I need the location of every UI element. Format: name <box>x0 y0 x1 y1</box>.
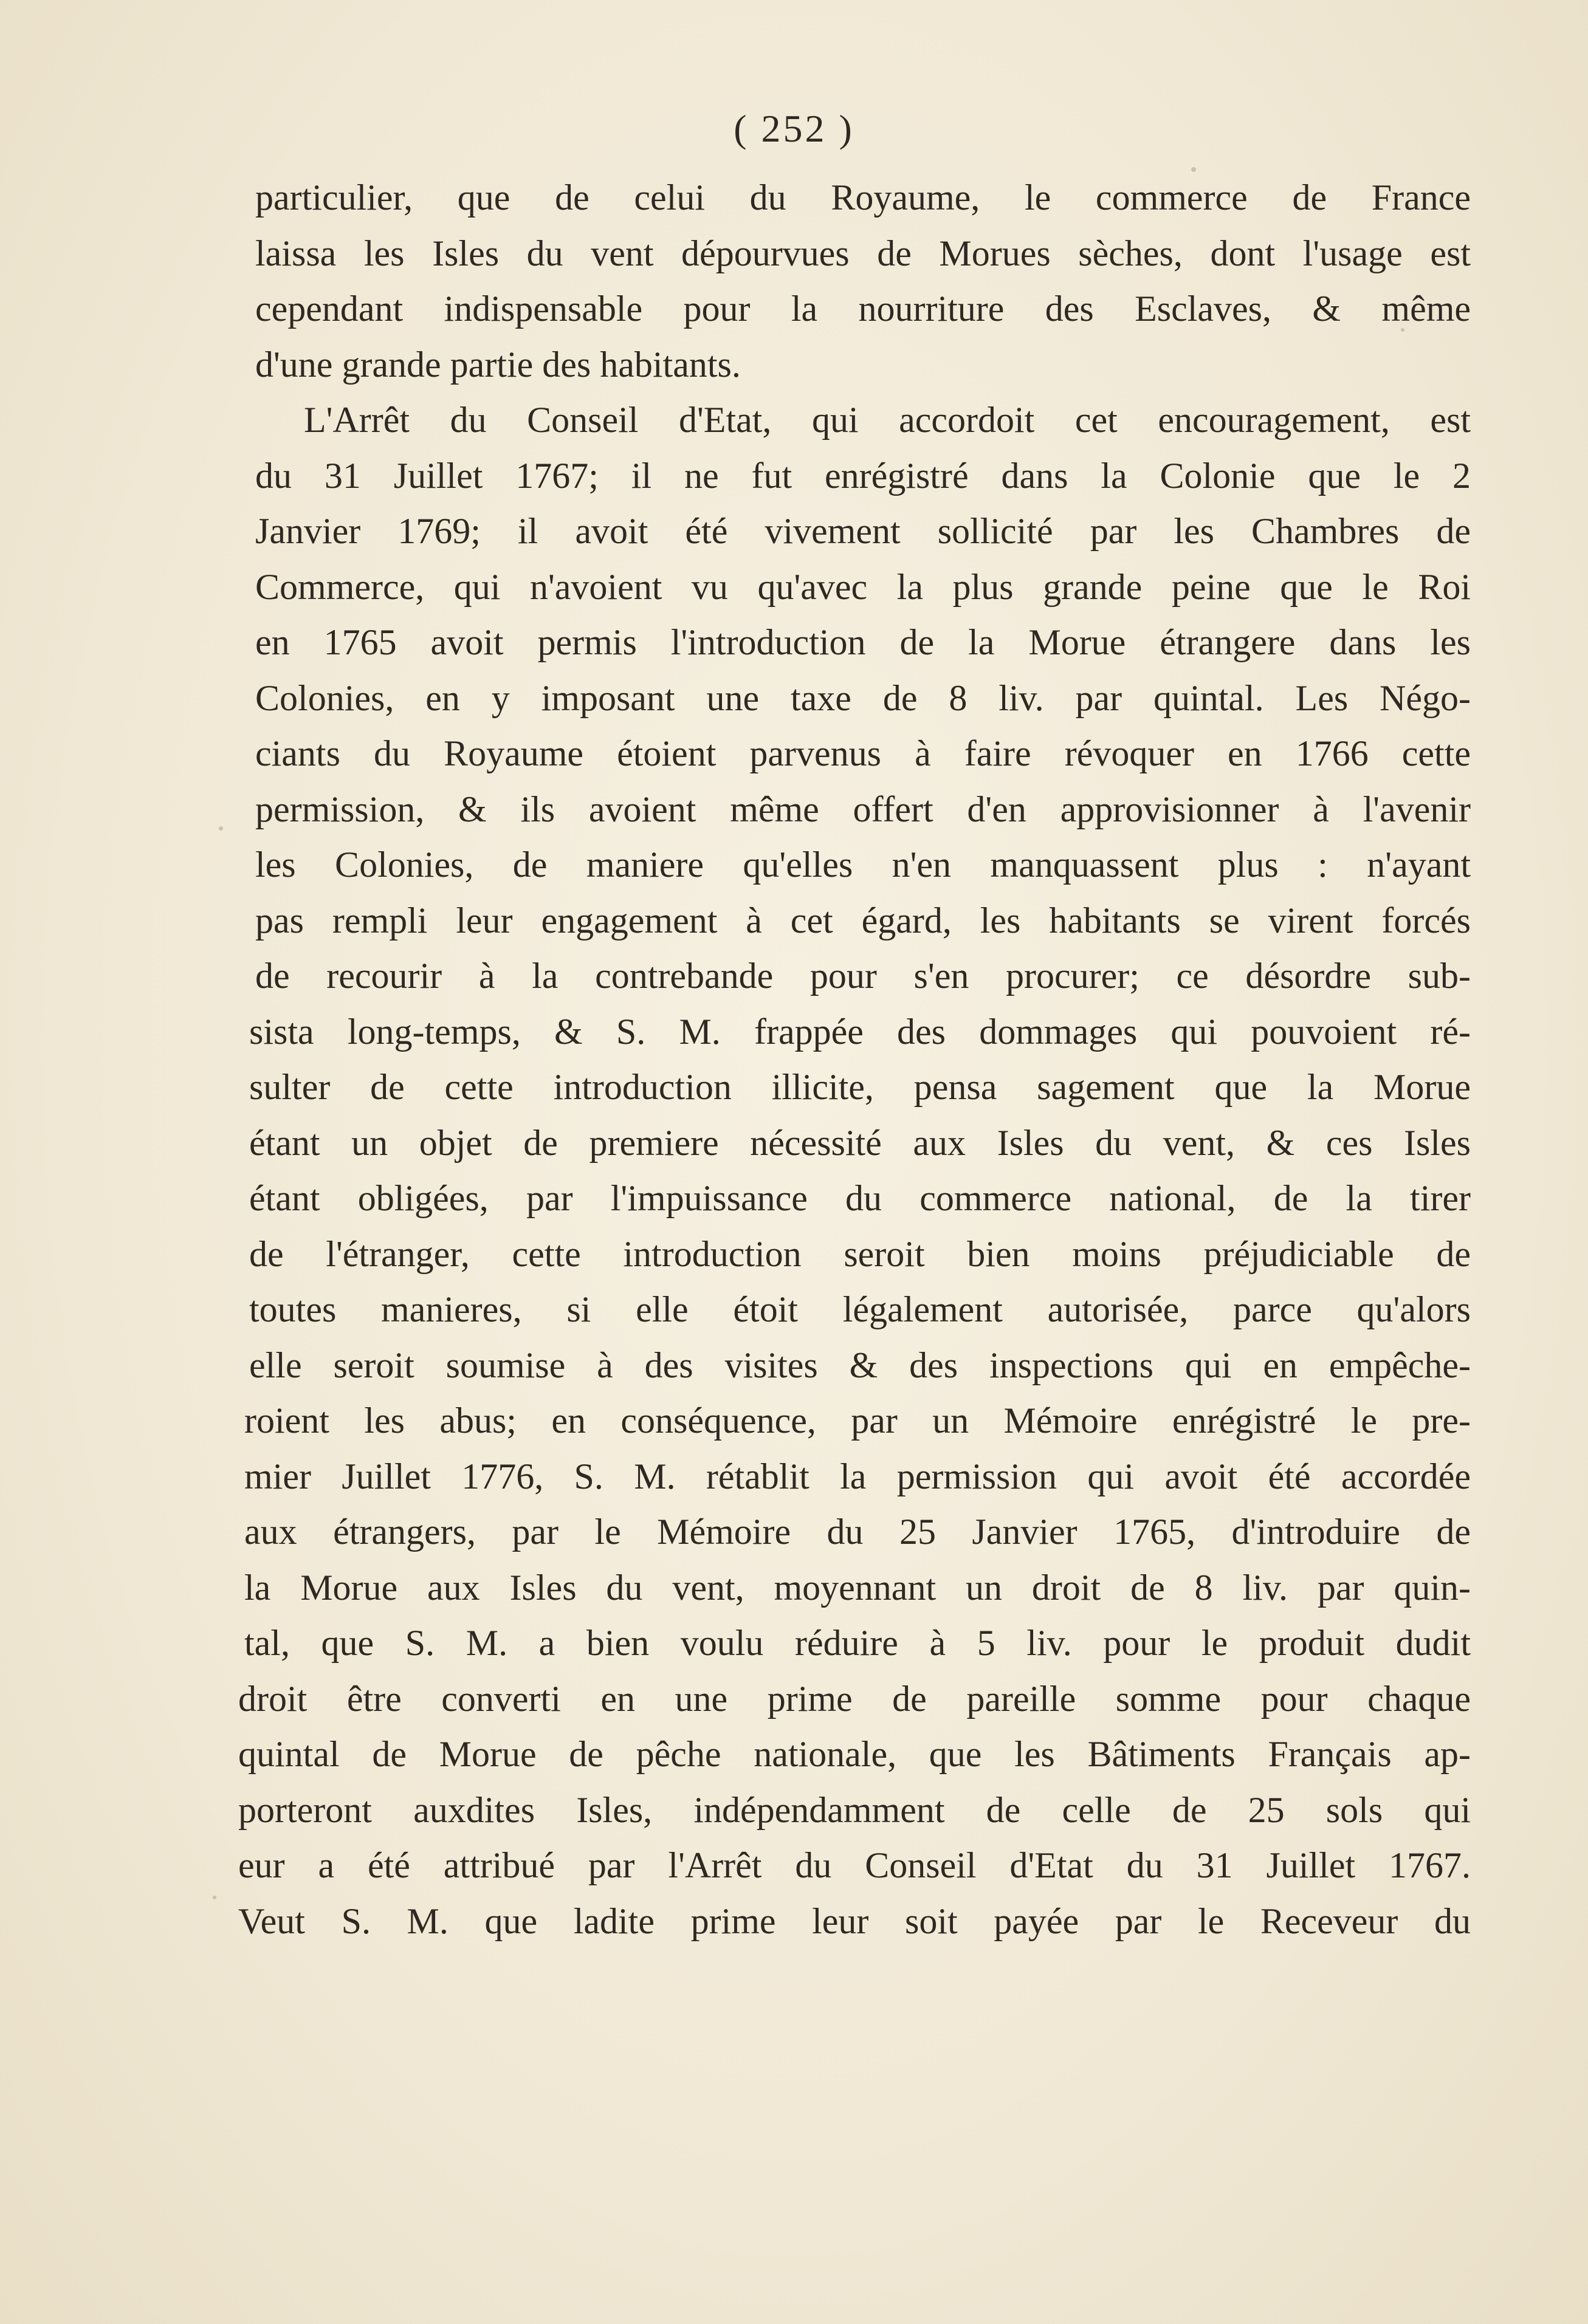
text-line: de recourir à la contrebande pour s'en procurer; ce désordre sub- <box>255 956 1471 996</box>
text-line: du 31 Juillet 1767; il ne fut enrégistré dans la Colonie que le 2 <box>255 455 1471 496</box>
text-line: Janvier 1769; il avoit été vivement sollicité par les Chambres de <box>255 511 1471 551</box>
text-line: porteront auxdites Isles, indépendamment de celle de 25 sols qui <box>238 1789 1471 1830</box>
paper-speck <box>1191 167 1196 172</box>
text-line: la Morue aux Isles du vent, moyennant un droit de 8 liv. par quin- <box>244 1567 1471 1608</box>
text-line: les Colonies, de maniere qu'elles n'en manquassent plus : n'ayant <box>255 845 1471 885</box>
text-line: de l'étranger, cette introduction seroit bien moins préjudiciable de <box>249 1233 1471 1274</box>
body-text <box>238 170 1471 1949</box>
text-line: en 1765 avoit permis l'introduction de la Morue étrangere dans les <box>255 622 1471 662</box>
text-line: Colonies, en y imposant une taxe de 8 liv. par quintal. Les Négo- <box>255 677 1471 718</box>
text-line: Commerce, qui n'avoient vu qu'avec la plus grande peine que le Roi <box>255 566 1471 607</box>
text-line: particulier, que de celui du Royaume, le commerce de France <box>255 177 1471 218</box>
text-line: étant obligées, par l'impuissance du commerce national, de la tirer <box>249 1178 1471 1218</box>
text-line: elle seroit soumise à des visites & des inspections qui en empêche- <box>249 1345 1471 1385</box>
text-line: L'Arrêt du Conseil d'Etat, qui accordoit cet encouragement, est <box>304 400 1471 440</box>
text-line: toutes manieres, si elle étoit légalement autorisée, parce qu'alors <box>249 1289 1471 1329</box>
text-line: droit être converti en une prime de pareille somme pour chaque <box>238 1678 1471 1719</box>
text-line: quintal de Morue de pêche nationale, que les Bâtiments Français ap- <box>238 1734 1471 1774</box>
text-line: Veut S. M. que ladite prime leur soit payée par le Receveur du <box>238 1901 1471 1941</box>
text-line: ciants du Royaume étoient parvenus à faire révoquer en 1766 cette <box>255 733 1471 773</box>
text-line: d'une grande partie des habitants. <box>255 344 741 385</box>
text-line: eur a été attribué par l'Arrêt du Conseil d'Etat du 31 Juillet 1767. <box>238 1845 1471 1885</box>
text-line: étant un objet de premiere nécessité aux Isles du vent, & ces Isles <box>249 1122 1471 1163</box>
text-line: cependant indispensable pour la nourriture des Esclaves, & même <box>255 289 1471 329</box>
paper-speck <box>213 1896 216 1899</box>
text-line: laissa les Isles du vent dépourvues de Morues sèches, dont l'usage est <box>255 233 1471 273</box>
text-line: sista long-temps, & S. M. frappée des dommages qui pouvoient ré- <box>249 1011 1471 1052</box>
text-line: pas rempli leur engagement à cet égard, les habitants se virent forcés <box>255 900 1471 941</box>
text-line: roient les abus; en conséquence, par un Mémoire enrégistré le pre- <box>244 1400 1471 1441</box>
page-number: ( 252 ) <box>734 107 854 150</box>
text-line: sulter de cette introduction illicite, pensa sagement que la Morue <box>249 1067 1471 1107</box>
text-line: mier Juillet 1776, S. M. rétablit la permission qui avoit été accordée <box>244 1456 1471 1496</box>
paper-speck <box>1401 328 1404 332</box>
text-line: tal, que S. M. a bien voulu réduire à 5 liv. pour le produit dudit <box>244 1623 1471 1663</box>
text-line: permission, & ils avoient même offert d'en approvisionner à l'avenir <box>255 789 1471 829</box>
paper-speck <box>219 826 223 831</box>
text-line: aux étrangers, par le Mémoire du 25 Janvier 1765, d'introduire de <box>244 1512 1471 1552</box>
